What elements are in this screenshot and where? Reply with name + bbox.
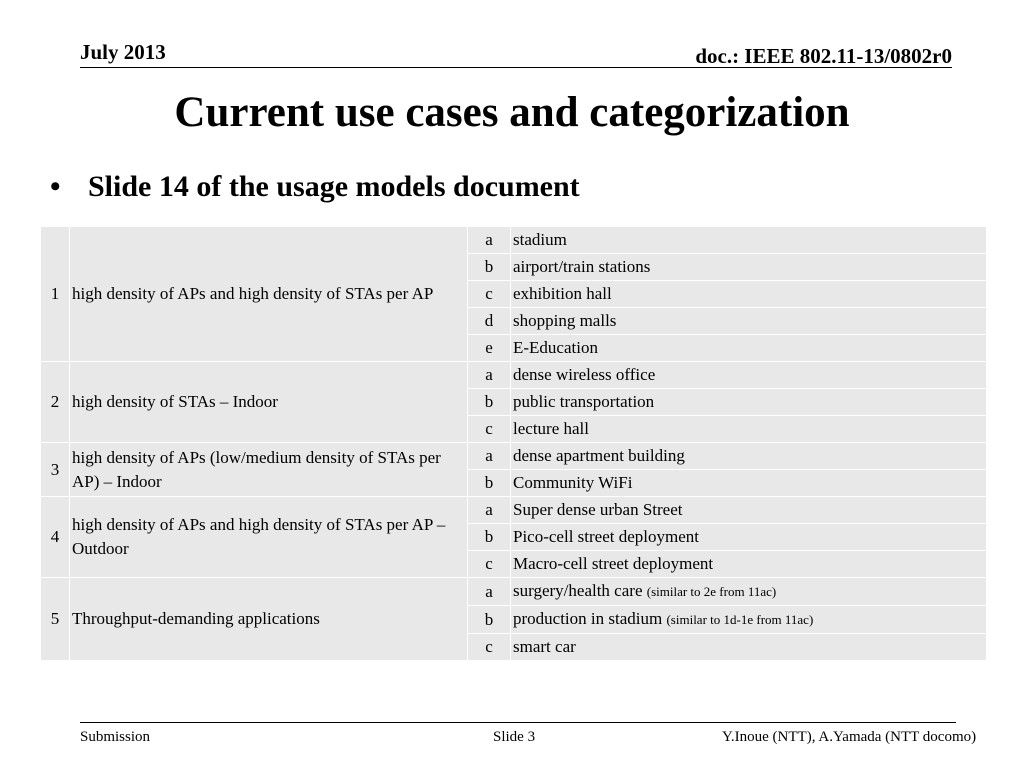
use-case-text: public transportation	[513, 392, 655, 411]
use-case-cell	[511, 416, 987, 443]
use-case-cell	[511, 606, 987, 634]
use-case-letter: c	[468, 281, 511, 308]
slide-title: Current use cases and categorization	[174, 89, 850, 136]
use-case-text: airport/train stations	[513, 257, 651, 276]
use-case-cell	[511, 497, 987, 524]
use-case-letter: e	[468, 335, 511, 362]
use-case-cell	[511, 362, 987, 389]
use-case-letter: a	[468, 443, 511, 470]
use-case-cell	[511, 578, 987, 606]
use-case-note: (similar to 1d-1e from 11ac)	[666, 612, 814, 627]
use-case-cell	[511, 524, 987, 551]
use-case-text: shopping malls	[513, 311, 617, 330]
use-case-text: Pico-cell street deployment	[513, 527, 699, 546]
table-row	[41, 578, 987, 606]
use-case-cell	[511, 281, 987, 308]
table-row	[41, 497, 987, 524]
category-number: 1	[41, 227, 70, 362]
use-case-text: stadium	[513, 230, 567, 249]
footer-submission: Submission	[80, 729, 151, 745]
use-case-cell	[511, 551, 987, 578]
use-case-text: dense apartment building	[513, 446, 685, 465]
use-case-note: (similar to 2e from 11ac)	[646, 584, 777, 599]
bullet-item	[50, 170, 580, 204]
use-case-letter: d	[468, 308, 511, 335]
category-label: high density of APs and high density of STAs per AP – Outdoor	[70, 497, 468, 578]
use-case-cell	[511, 254, 987, 281]
footer-divider	[80, 722, 956, 723]
use-case-text: lecture hall	[513, 419, 589, 438]
category-number: 5	[41, 578, 70, 661]
use-case-table	[40, 226, 987, 661]
table-row	[41, 227, 987, 254]
use-case-cell	[511, 308, 987, 335]
use-case-text: surgery/health care	[513, 581, 643, 600]
use-case-text: exhibition hall	[513, 284, 612, 303]
use-case-cell	[511, 335, 987, 362]
use-case-letter: b	[468, 470, 511, 497]
use-case-letter: b	[468, 606, 511, 634]
table-row	[41, 362, 987, 389]
bullet-dot-icon: •	[50, 170, 61, 203]
use-case-text: Community WiFi	[513, 473, 633, 492]
use-case-table-body	[41, 227, 987, 661]
bullet-text: Slide 14 of the usage models document	[88, 170, 580, 203]
category-label: Throughput-demanding applications	[70, 578, 468, 661]
category-number: 2	[41, 362, 70, 443]
use-case-cell	[511, 443, 987, 470]
use-case-letter: a	[468, 362, 511, 389]
category-label: high density of APs (low/medium density of STAs per AP) – Indoor	[70, 443, 468, 497]
use-case-letter: a	[468, 578, 511, 606]
use-case-text: production in stadium	[513, 609, 663, 628]
use-case-letter: b	[468, 524, 511, 551]
use-case-letter: a	[468, 227, 511, 254]
use-case-cell	[511, 227, 987, 254]
use-case-text: Super dense urban Street	[513, 500, 683, 519]
table-row	[41, 443, 987, 470]
use-case-cell	[511, 389, 987, 416]
use-case-letter: c	[468, 551, 511, 578]
footer-authors: Y.Inoue (NTT), A.Yamada (NTT docomo)	[722, 729, 977, 745]
footer-slide-number: Slide 3	[493, 729, 536, 745]
category-number: 3	[41, 443, 70, 497]
header-date: July 2013	[80, 40, 166, 64]
use-case-text: smart car	[513, 637, 576, 656]
use-case-cell	[511, 634, 987, 661]
use-case-letter: b	[468, 389, 511, 416]
use-case-text: dense wireless office	[513, 365, 656, 384]
category-label: high density of APs and high density of STAs per AP	[70, 227, 468, 362]
header-divider	[80, 67, 952, 68]
category-number: 4	[41, 497, 70, 578]
header-doc-id: doc.: IEEE 802.11-13/0802r0	[695, 44, 952, 68]
use-case-text: E-Education	[513, 338, 598, 357]
use-case-text: Macro-cell street deployment	[513, 554, 714, 573]
use-case-cell	[511, 470, 987, 497]
use-case-letter: c	[468, 416, 511, 443]
use-case-letter: a	[468, 497, 511, 524]
use-case-letter: c	[468, 634, 511, 661]
use-case-letter: b	[468, 254, 511, 281]
category-label: high density of STAs – Indoor	[70, 362, 468, 443]
